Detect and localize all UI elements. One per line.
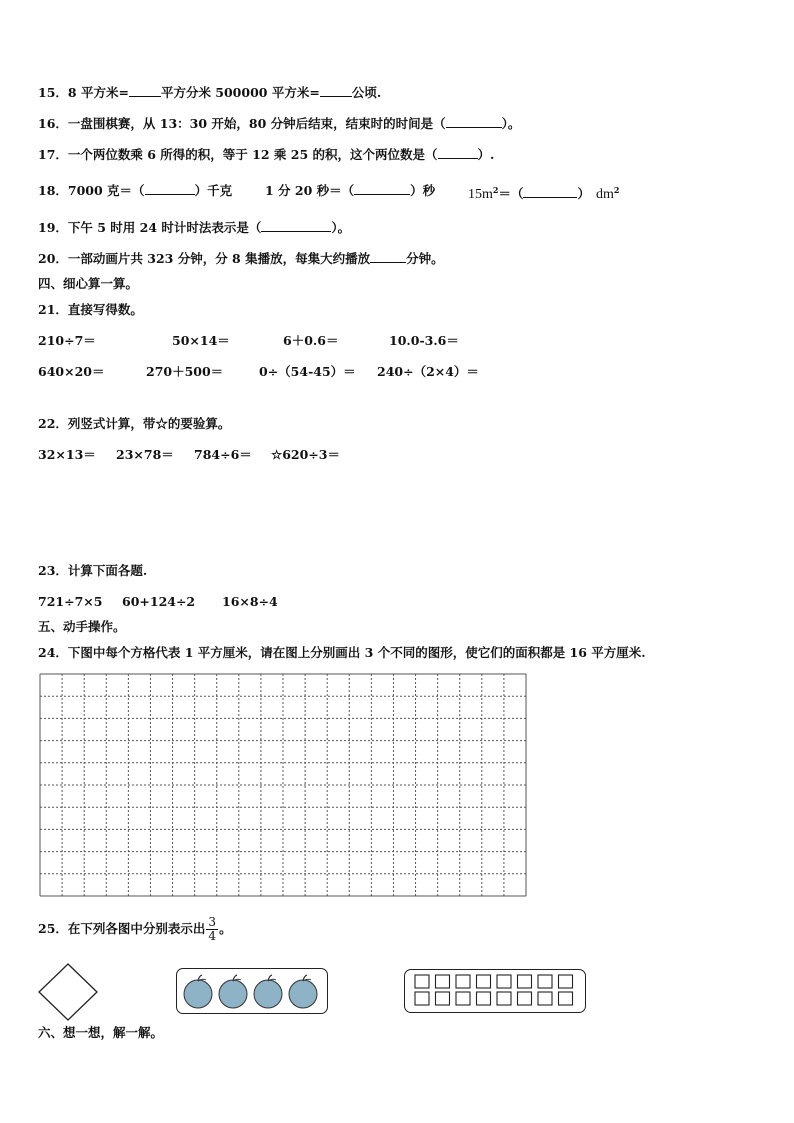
vertical-calc-item: 784÷6＝ <box>194 447 252 462</box>
small-square <box>415 975 429 988</box>
question-18-part-c: $15m^2=$（ ） $dm^2$ <box>468 185 620 203</box>
oral-calc-item: 270＋500＝ <box>146 364 224 379</box>
small-square <box>559 975 573 988</box>
oral-calc-item: 0÷（54-45）＝ <box>259 364 356 379</box>
oral-calc-item: 240÷（2×4）＝ <box>377 364 479 379</box>
question-23: 23．计算下面各题. <box>38 563 148 578</box>
calc-item: 60+124÷2 <box>122 594 196 609</box>
small-squares-svg <box>405 970 585 1012</box>
section-heading-6: 六、想一想，解一解。 <box>38 1025 164 1040</box>
section-heading-5: 五、动手操作。 <box>38 619 126 634</box>
question-17: 17．一个两位数乘 6 所得的积，等于 12 乘 25 的积，这个两位数是（ ）. <box>38 147 495 162</box>
small-square <box>497 975 511 988</box>
small-square <box>518 975 532 988</box>
question-18: 18．7000 克＝（ ）千克 <box>38 183 233 198</box>
oral-calc-item: 640×20＝ <box>38 364 105 379</box>
apple-icon <box>289 975 317 1008</box>
answer-blank[interactable] <box>320 84 352 97</box>
question-24: 24．下图中每个方格代表 1 平方厘米，请在图上分别画出 3 个不同的图形，使它们的面积都是 16 平方厘米. <box>38 645 646 660</box>
square-grid[interactable] <box>39 673 527 897</box>
vertical-calc-item: 23×78＝ <box>116 447 174 462</box>
small-square <box>538 992 552 1005</box>
small-square <box>456 992 470 1005</box>
vertical-calc-item: 32×13＝ <box>38 447 96 462</box>
small-square <box>518 992 532 1005</box>
apple-icon <box>184 975 212 1008</box>
question-16: 16．一盘围棋赛，从 13：30 开始，80 分钟后结束，结束时的时间是（ ）。 <box>38 116 521 131</box>
section-heading-4: 四、细心算一算。 <box>38 276 139 291</box>
question-19: 19．下午 5 时用 24 时计时法表示是（ ）。 <box>38 220 351 235</box>
answer-blank[interactable] <box>129 84 161 97</box>
answer-blank[interactable] <box>523 185 577 198</box>
oral-calc-item: 50×14＝ <box>172 333 230 348</box>
answer-blank[interactable] <box>261 219 331 232</box>
apples-svg <box>177 969 327 1013</box>
answer-blank[interactable] <box>446 115 502 128</box>
small-square <box>538 975 552 988</box>
small-square <box>497 992 511 1005</box>
question-21: 21．直接写得数。 <box>38 302 143 317</box>
answer-blank[interactable] <box>438 146 478 159</box>
small-square <box>477 992 491 1005</box>
small-square <box>436 992 450 1005</box>
squares-figure[interactable] <box>404 969 586 1013</box>
apple-icon <box>254 975 282 1008</box>
question-22: 22．列竖式计算，带☆的要验算。 <box>38 416 231 431</box>
calc-item: 16×8÷4 <box>222 594 278 609</box>
small-square <box>436 975 450 988</box>
small-square <box>415 992 429 1005</box>
answer-blank[interactable] <box>145 182 195 195</box>
small-square <box>477 975 491 988</box>
question-25: 25．在下列各图中分别表示出 $\frac{3}{4}$ 。 <box>38 915 232 943</box>
question-20: 20．一部动画片共 323 分钟，分 8 集播放，每集大约播放 分钟。 <box>38 251 444 266</box>
fraction: $\frac{3}{4}$ <box>208 915 217 943</box>
diamond-shape <box>39 964 97 1020</box>
answer-blank[interactable] <box>354 182 410 195</box>
question-15: 15．8 平方米= 平方分米 500000 平方米= 公顷. <box>38 85 382 100</box>
vertical-calc-item: ☆620÷3＝ <box>271 447 340 462</box>
diamond-figure[interactable] <box>36 962 100 1022</box>
calc-item: 721÷7×5 <box>38 594 103 609</box>
answer-blank[interactable] <box>370 250 406 263</box>
question-18-part-b: 1 分 20 秒＝（ ）秒 <box>265 183 436 198</box>
small-square <box>559 992 573 1005</box>
oral-calc-item: 210÷7＝ <box>38 333 96 348</box>
apple-figure[interactable] <box>176 968 328 1014</box>
small-square <box>456 975 470 988</box>
oral-calc-item: 6＋0.6＝ <box>283 333 339 348</box>
oral-calc-item: 10.0-3.6＝ <box>389 333 459 348</box>
apple-icon <box>219 975 247 1008</box>
